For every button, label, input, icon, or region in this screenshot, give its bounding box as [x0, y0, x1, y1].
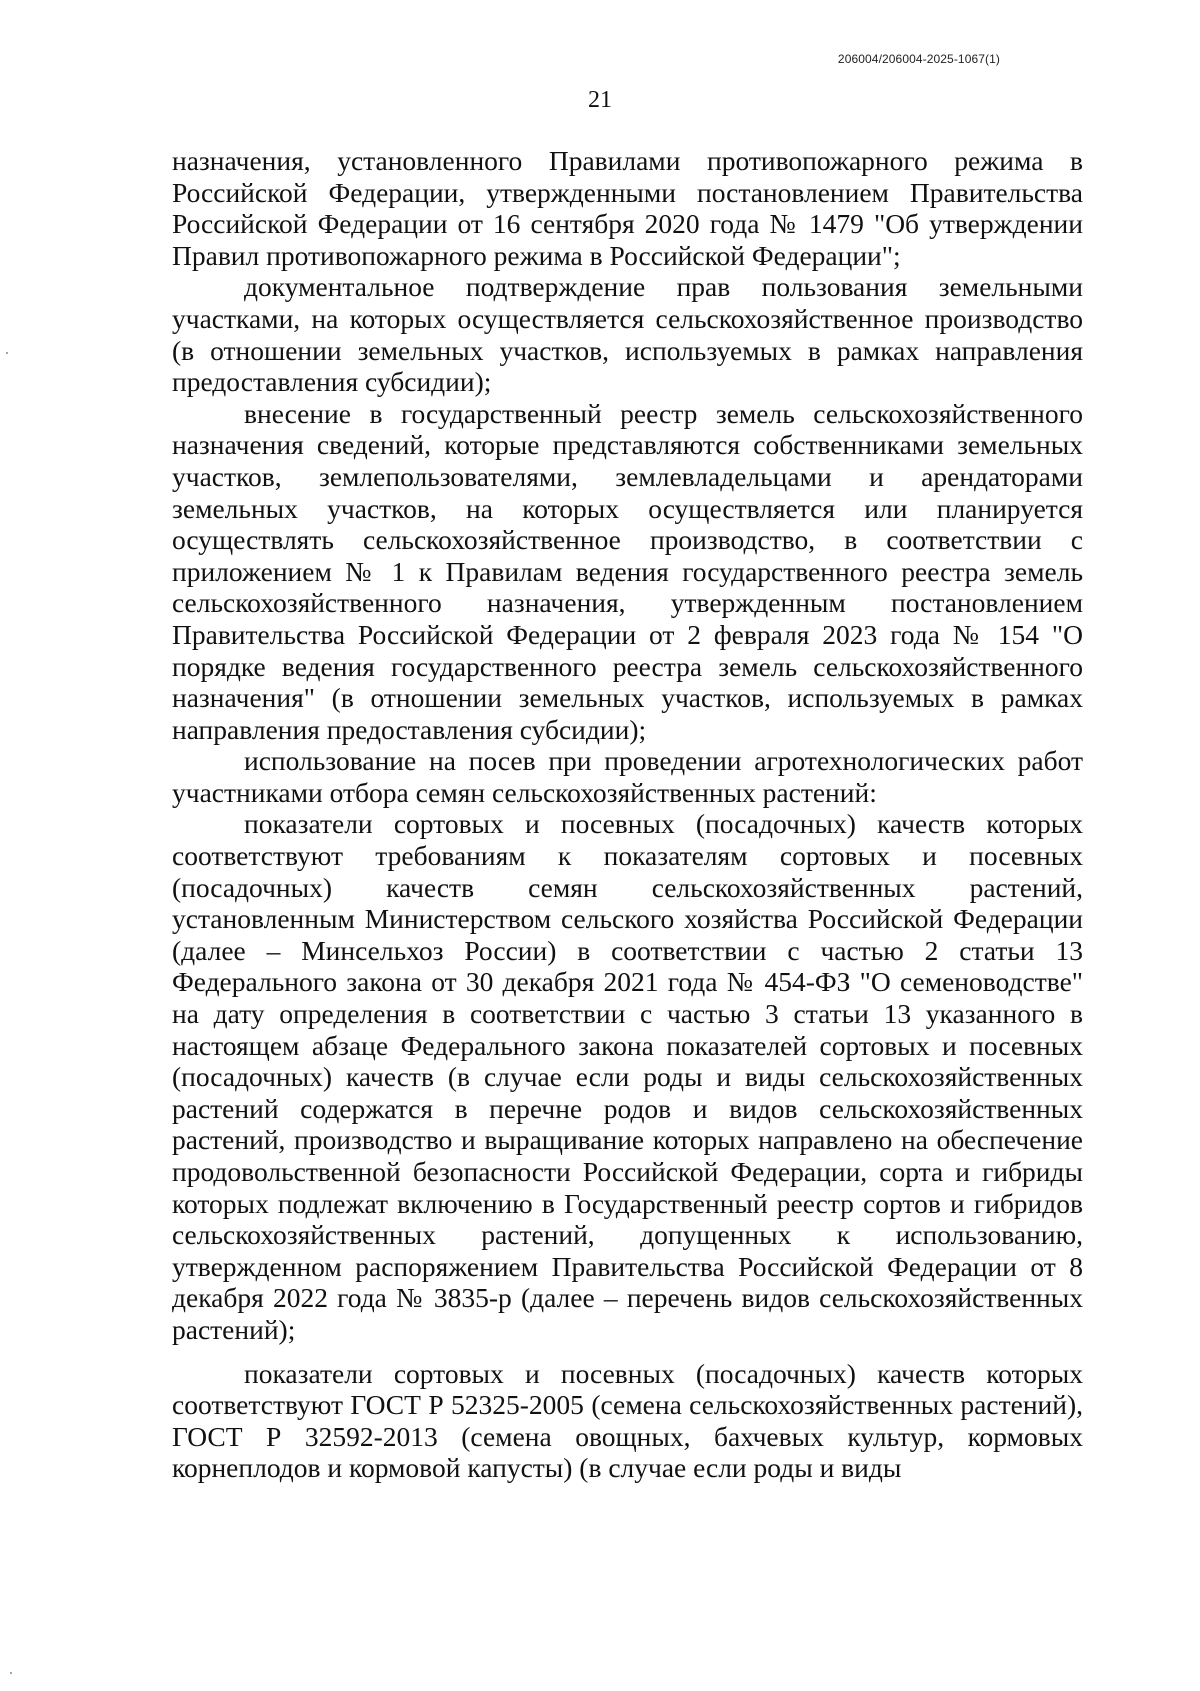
document-id: 206004/206004-2025-1067(1)	[837, 52, 1000, 66]
paragraph: показатели сортовых и посевных (посадочных) качеств которых соответствуют требованиям к показателям сортовых и посевных (посадочных) качеств семян сельскохозяйственных растений, установленным Министерством сельского хозяйства Российской Федерации (далее – Минсельхоз России) в соответствии с частью 2 статьи 13 Федерального закона от 30 декабря 2021 года № 454-ФЗ "О семеноводстве" на дату определения в соответствии с частью 3 статьи 13 указанного в настоящем абзаце Федерального закона показателей сортовых и посевных (посадочных) качеств (в случае если роды и виды сельскохозяйственных растений содержатся в перечне родов и видов сельскохозяйственных растений, производство и выращивание которых направлено на обеспечение продовольственной безопасности Российской Федерации, сорта и гибриды которых подлежат включению в Государственный реестр сортов и гибридов сельскохозяйственных растений, допущенных к использованию, утвержденном распоряжением Правительства Российской Федерации от 8 декабря 2022 года № 3835-р (далее – перечень видов сельскохозяйственных растений);	[172, 808, 1083, 1345]
paragraph: назначения, установленного Правилами противопожарного режима в Российской Федерации, утвержденными постановлением Правительства Российской Федерации от 16 сентября 2020 года № 1479 "Об утверждении Правил противопожарного режима в Российской Федерации";	[172, 145, 1083, 271]
paragraph: показатели сортовых и посевных (посадочных) качеств которых соответствуют ГОСТ Р 52325-2005 (семена сельскохозяйственных растений), ГОСТ Р 32592-2013 (семена овощных, бахчевых культур, кормовых корнеплодов и кормовой капусты) (в случае если роды и виды	[172, 1357, 1083, 1484]
paragraph: документальное подтверждение прав пользования земельными участками, на которых осуществляется сельскохозяйственное производство (в отношении земельных участков, используемых в рамках направления предоставления субсидии);	[172, 271, 1083, 398]
page-number: 21	[588, 87, 612, 113]
scan-speck	[10, 1672, 12, 1674]
paragraph: внесение в государственный реестр земель сельскохозяйственного назначения сведений, которые представляются собственниками земельных участков, землепользователями, землевладельцами и арендаторами земельных участков, на которых осуществляется или планируется осуществлять сельскохозяйственное производство, в соответствии с приложением № 1 к Правилам ведения государственного реестра земель сельскохозяйственного назначения, утвержденным постановлением Правительства Российской Федерации от 2 февраля 2023 года № 154 "О порядке ведения государственного реестра земель сельскохозяйственного назначения" (в отношении земельных участков, используемых в рамках направления предоставления субсидии);	[172, 397, 1083, 745]
scan-speck	[6, 352, 8, 354]
paragraph: использование на посев при проведении агротехнологических работ участниками отбора семян сельскохозяйственных растений:	[172, 745, 1083, 808]
body-text	[172, 145, 1083, 1484]
